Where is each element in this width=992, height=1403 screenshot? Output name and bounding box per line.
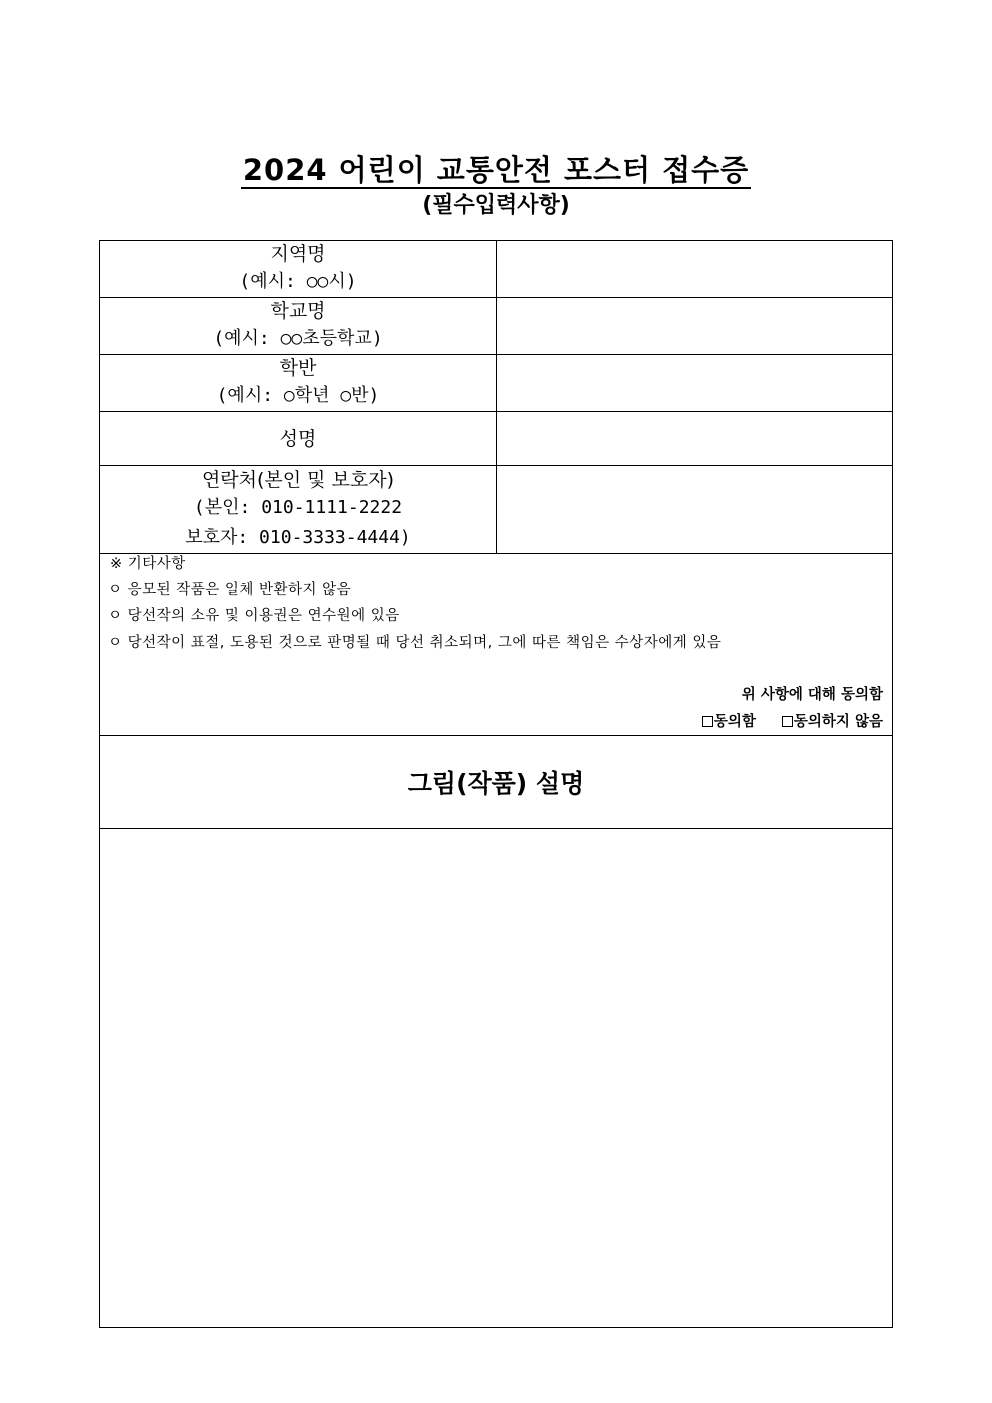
region-row	[100, 241, 892, 298]
school-input-cell[interactable]	[497, 298, 892, 354]
disagree-checkbox[interactable]	[782, 714, 883, 730]
contact-example-self: (본인: 010-1111-2222	[193, 496, 403, 518]
school-example: (예시: ○○초등학교)	[213, 328, 383, 349]
checkbox-icon	[702, 716, 713, 727]
agree-label: 동의함	[713, 714, 756, 730]
school-label-cell	[100, 298, 497, 354]
region-example: (예시: ○○시)	[239, 271, 357, 292]
region-label: 지역명	[270, 243, 326, 265]
description-input-area[interactable]	[100, 829, 892, 1327]
class-example: (예시: ○학년 ○반)	[216, 385, 380, 406]
contact-row	[100, 466, 892, 554]
description-heading: 그림(작품) 설명	[100, 736, 892, 829]
class-label: 학반	[279, 357, 317, 379]
name-label-cell	[100, 412, 497, 465]
disagree-label: 동의하지 않음	[793, 714, 883, 730]
school-row	[100, 298, 892, 355]
notes-section	[100, 554, 892, 736]
name-row	[100, 412, 892, 466]
class-row	[100, 355, 892, 412]
agreement-options	[702, 712, 883, 732]
entry-form	[99, 240, 893, 1328]
region-label-cell	[100, 241, 497, 297]
contact-example-guardian: 보호자: 010-3333-4444)	[185, 526, 411, 548]
name-input-cell[interactable]	[497, 412, 892, 465]
name-label: 성명	[279, 427, 317, 450]
document-subtitle: (필수입력사항)	[422, 193, 570, 218]
class-label-cell	[100, 355, 497, 411]
class-input-cell[interactable]	[497, 355, 892, 411]
agree-checkbox[interactable]	[702, 714, 756, 730]
contact-input-cell[interactable]	[497, 466, 892, 553]
region-input-cell[interactable]	[497, 241, 892, 297]
notes-item: ㅇ 당선작이 표절, 도용된 것으로 판명될 때 당선 취소되며, 그에 따른 책임은 수상자에게 있음	[108, 635, 722, 651]
notes-item: ㅇ 당선작의 소유 및 이용권은 연수원에 있음	[108, 608, 400, 624]
contact-label: 연락처(본인 및 보호자)	[201, 468, 395, 491]
contact-label-cell	[100, 466, 497, 553]
document-title: 2024 어린이 교통안전 포스터 접수증	[242, 153, 750, 187]
notes-item: ㅇ 응모된 작품은 일체 반환하지 않음	[108, 582, 352, 598]
notes-heading: ※ 기타사항	[110, 556, 186, 572]
checkbox-icon	[782, 716, 793, 727]
agreement-text: 위 사항에 대해 동의함	[741, 687, 883, 703]
school-label: 학교명	[270, 300, 326, 322]
